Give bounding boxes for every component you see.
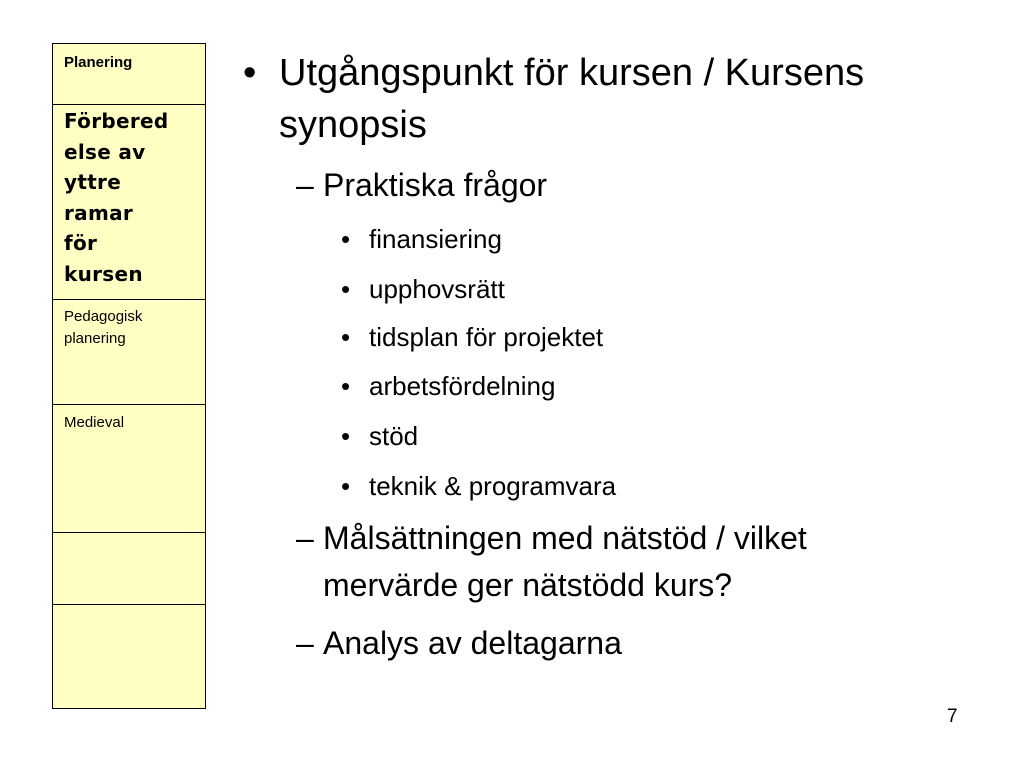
subheading-malsattning-line2: mervärde ger nätstödd kurs? <box>323 567 733 603</box>
subheading-analys: Analys av deltagarna <box>323 625 622 661</box>
dash-marker: – <box>296 520 314 556</box>
subheading-malsattning-line1: Målsättningen med nätstöd / vilket <box>323 520 807 556</box>
list-item: tidsplan för projektet <box>369 322 604 352</box>
outline-cell-label: Planering <box>64 54 133 71</box>
sub-bullet-marker: • <box>341 471 351 501</box>
sub-bullet-marker: • <box>341 224 351 254</box>
list-item: stöd <box>369 421 419 451</box>
outline-cell-label: Medieval <box>64 414 125 431</box>
sub-bullet-marker: • <box>341 322 351 352</box>
dash-marker: – <box>296 625 314 661</box>
sub-bullet-marker: • <box>341 421 351 451</box>
outline-cell-label: Pedagogisk planering <box>64 308 143 347</box>
list-item: finansiering <box>369 224 502 254</box>
outline-cell-label-highlighted: Förbered else av yttre ramar för kursen <box>64 109 169 286</box>
sub-bullet-marker: • <box>341 371 351 401</box>
list-item: arbetsfördelning <box>369 371 556 401</box>
bullet-marker: • <box>243 52 257 94</box>
sub-bullet-marker: • <box>341 274 351 304</box>
list-item: teknik & programvara <box>369 471 617 501</box>
main-bullet-line2: synopsis <box>279 104 427 146</box>
subheading-praktiska: Praktiska frågor <box>323 167 548 203</box>
slide-number: 7 <box>947 706 958 727</box>
main-bullet-line1: Utgångspunkt för kursen / Kursens <box>279 52 865 94</box>
dash-marker: – <box>296 167 314 203</box>
list-item: upphovsrätt <box>369 274 505 304</box>
